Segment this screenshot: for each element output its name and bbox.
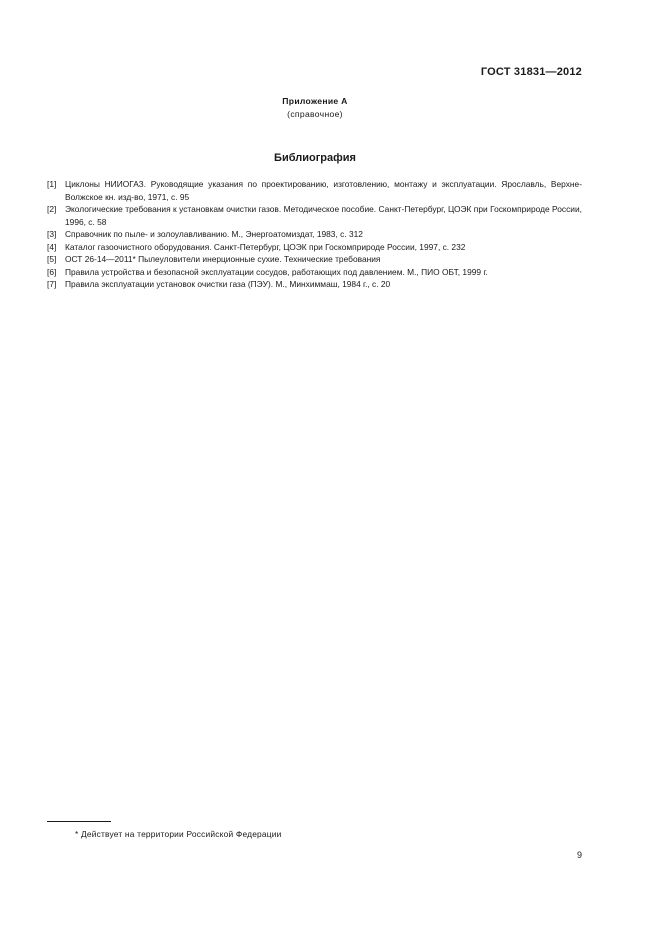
bibliography-item-number: [6] xyxy=(47,266,57,277)
bibliography-item xyxy=(47,241,582,254)
bibliography-item-text: ОСТ 26-14—2011* Пылеуловители инерционные сухие. Технические требования xyxy=(65,254,381,264)
annex-heading xyxy=(0,95,630,120)
bibliography-item xyxy=(47,203,582,228)
bibliography-item-number: [3] xyxy=(47,229,57,239)
bibliography-item-text: Циклоны НИИОГАЗ. Руководящие указания по проектированию, изготовлению, монтажу и эксплуатации. Ярославль, Верхне-Волжское кн. изд-во, 1971, с. 95 xyxy=(65,179,582,202)
footnote: * Действует на территории Российской Федерации xyxy=(75,829,282,839)
bibliography-title: Библиография xyxy=(274,152,356,164)
bibliography-item xyxy=(47,178,582,203)
page-number: 9 xyxy=(576,850,582,860)
bibliography-item xyxy=(47,253,582,266)
bibliography-item-text: Экологические требования к установкам очистки газов. Методическое пособие. Санкт-Петербург, ЦОЭК при Госкомприроде России, 1996, с. 58 xyxy=(65,204,582,227)
bibliography-item-text: Правила устройства и безопасной эксплуатации сосудов, работающих под давлением. М., ПИО ОБТ, 1999 г. xyxy=(65,266,488,277)
bibliography-item-number: [4] xyxy=(47,241,57,252)
footnote-divider xyxy=(47,821,111,822)
bibliography-item xyxy=(47,278,582,291)
bibliography-list xyxy=(47,178,582,291)
bibliography-item-number: [5] xyxy=(47,254,57,264)
bibliography-item-number: [2] xyxy=(47,204,57,214)
standard-code: ГОСТ 31831—2012 xyxy=(480,66,582,78)
annex-title: Приложение А xyxy=(282,96,348,106)
bibliography-item-number: [1] xyxy=(47,179,57,189)
bibliography-item-text: Правила эксплуатации установок очистки газа (ПЭУ). М., Минхиммаш, 1984 г., с. 20 xyxy=(65,279,391,289)
bibliography-item-text: Справочник по пыле- и золоулавливанию. М., Энергоатомиздат, 1983, с. 312 xyxy=(65,229,363,239)
annex-type: (справочное) xyxy=(287,108,343,119)
bibliography-item-number: [7] xyxy=(47,279,57,289)
bibliography-item xyxy=(47,266,582,279)
bibliography-item-text: Каталог газоочистного оборудования. Санкт-Петербург, ЦОЭК при Госкомприроде России, 1997, с. 232 xyxy=(65,241,466,252)
bibliography-item xyxy=(47,228,582,241)
